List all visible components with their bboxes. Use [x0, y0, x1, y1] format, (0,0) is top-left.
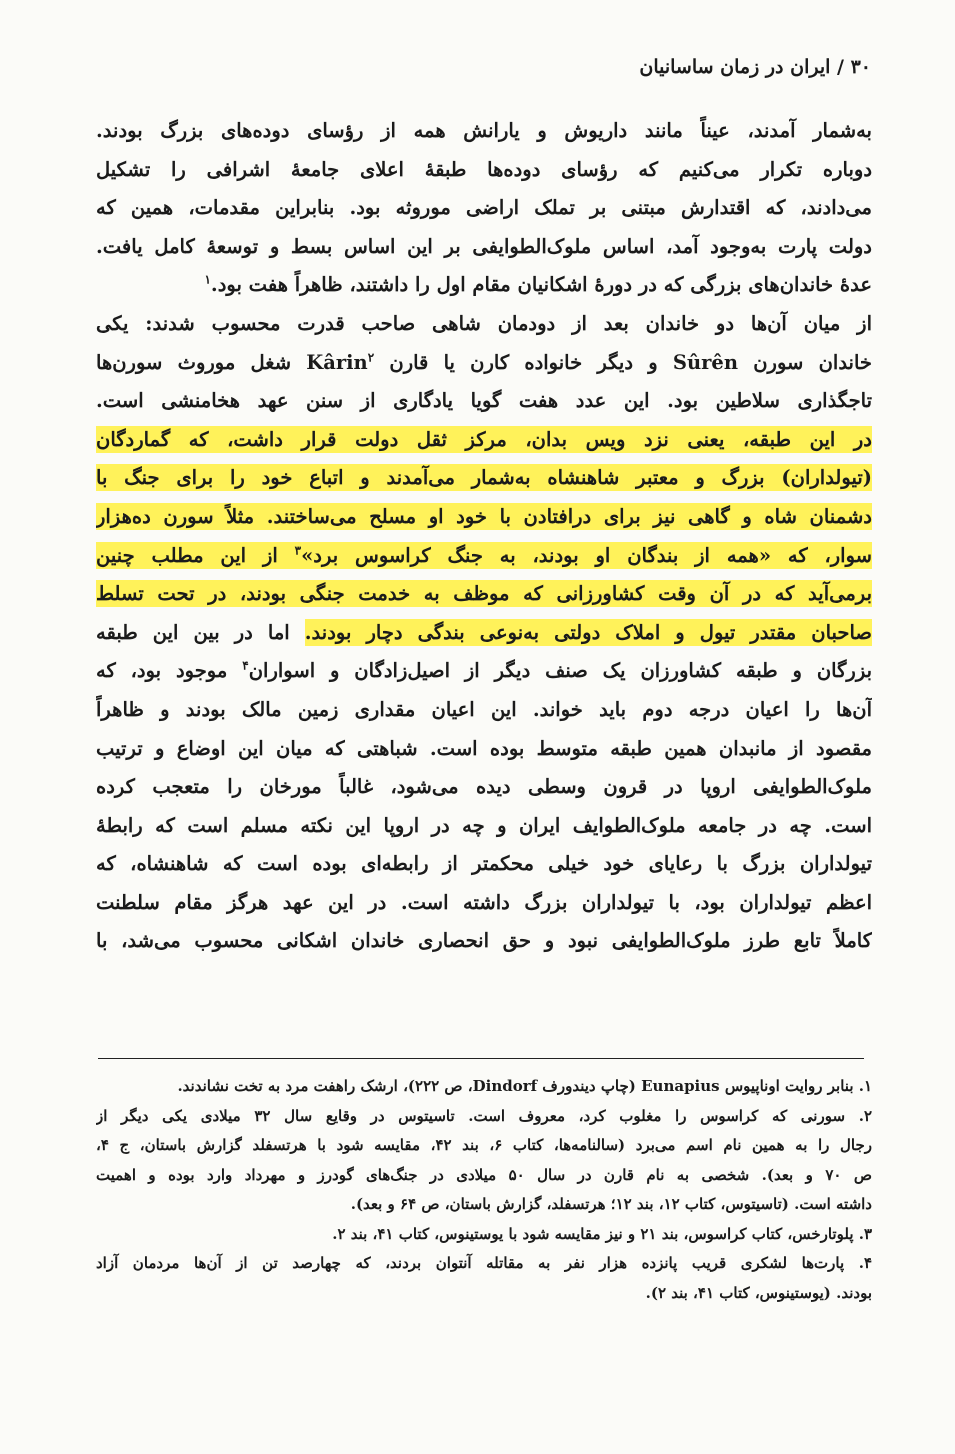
- footnote-line: ۱. بنابر روایت اوناپیوس Eunapius (چاپ دیندورف Dindorf، ص ۲۲۲)، ارشک راهفت مرد به تخت نشاندند.: [177, 1077, 872, 1095]
- highlight: دشمنان شاه و گاهی نیز برای درافتادن با خود او مسلح می‌ساختند. مثلاً سورن ده‌هزار: [96, 504, 872, 528]
- footnote-line: ۴. پارت‌ها لشکری قریب پانزده هزار نفر به مقاتله آنتوان بردند، که چهارصد تن از آن‌ها مردمان آزاد: [96, 1254, 872, 1272]
- body-line: ملوک‌الطوایفی اروپا در قرون وسطی دیده می‌شود، غالباً مورخان را متعجب کرده: [96, 775, 872, 799]
- running-head: ۳۰ / ایران در زمان ساسانیان: [639, 56, 871, 78]
- highlight: برمی‌آید که در آن وقت کشاورزانی که موظف به خدمت جنگی بودند، در تحت تسلط: [96, 582, 872, 606]
- body-line-text: خاندان سورن Sûrên و دیگر خانواده کارن یا قارن Kârin: [306, 350, 872, 374]
- highlighted-line: [96, 575, 872, 614]
- body-line: [96, 652, 872, 691]
- footnote-divider: [98, 1058, 864, 1059]
- highlighted-line: [96, 614, 872, 653]
- footnote-marker-1: ۱: [204, 272, 211, 287]
- body-line: [96, 266, 872, 305]
- body-line-text: از این مطلب چنین: [96, 543, 278, 567]
- body-line-text: موجود بود، که: [96, 659, 228, 683]
- highlight: صاحبان مقتدر تیول و املاک دولتی به‌نوعی بندگی دچار بودند.: [304, 620, 872, 644]
- footnote-line: رجال را به همین نام اسم می‌برد (سالنامه‌ها، کتاب ۶، بند ۴۲، مقایسه شود با هرتسفلد گزارش باستان، ج ۴،: [96, 1136, 872, 1154]
- highlighted-line: [96, 498, 872, 537]
- highlighted-line: [96, 459, 872, 498]
- body-line: [96, 344, 872, 383]
- footnote-marker-4: ۴: [242, 658, 249, 673]
- footnote-marker-3: ۳: [294, 543, 302, 558]
- body-line: کاملاً تابع طرز ملوک‌الطوایفی نبود و حق انحصاری خاندان اشکانی محسوب می‌شد، با: [96, 929, 872, 953]
- body-line-text: شغل موروث سورن‌ها: [96, 350, 292, 374]
- body-line-text: سوار، که «همه از بندگان او بودند، به جنگ کراسوس برد»: [301, 543, 872, 567]
- highlighted-line: [96, 537, 872, 576]
- footnote-line: ص ۷۰ و بعد). شخصی به نام قارن در سال ۵۰ میلادی در جنگ‌های گودرز و مهرداد وارد بوده و اهمیت: [96, 1165, 872, 1184]
- highlight: (تیولداران) بزرگ و معتبر شاهنشاه به‌شمار می‌آمدند و اتباع خود را برای جنگ با: [96, 466, 872, 490]
- body-line: از میان آن‌ها دو خاندان بعد از دودمان شاهی صاحب قدرت محسوب شدند: یکی: [96, 311, 872, 335]
- footnote-line: داشته است. (تاسیتوس، کتاب ۱۲، بند ۱۲؛ هرتسفلد، گزارش باستان، ص ۶۴ و بعد).: [350, 1195, 872, 1213]
- footnote-line: ۳. پلوتارخس، کتاب کراسوس، بند ۲۱ و نیز مقایسه شود با یوستینوس، کتاب ۴۱، بند ۲.: [332, 1224, 872, 1243]
- body-text: [96, 112, 872, 961]
- body-line: آن‌ها را اعیان درجه دوم باید خواند. این اعیان مقداری زمین مالک بودند و ظاهراً: [96, 697, 872, 721]
- body-line: به‌شمار آمدند، عیناً مانند داریوش و یارانش همه از رؤسای دوده‌های بزرگ بودند.: [96, 119, 872, 142]
- footnote-line: بودند. (یوستینوس، کتاب ۴۱، بند ۲).: [645, 1283, 872, 1302]
- body-line: می‌دادند، که اقتدارش مبتنی بر تملک اراضی موروثه بود. بنابراین مقدمات، همین که: [96, 196, 872, 220]
- body-line: دولت پارت به‌وجود آمد، اساس ملوک‌الطوایفی بر این اساس بسط و توسعهٔ کامل یافت.: [96, 234, 872, 258]
- body-line-text: اما در بین این طبقه: [96, 620, 290, 644]
- highlighted-line: [96, 421, 872, 460]
- highlight: در این طبقه، یعنی نزد ویس بدان، مرکز ثقل دولت قرار داشت، که گماردگان: [96, 427, 872, 451]
- body-line-text: عدهٔ خاندان‌های بزرگی که در دورهٔ اشکانیان مقام اول را داشتند، ظاهراً هفت بود.: [210, 273, 872, 297]
- highlight: [96, 542, 872, 569]
- footnote-line: ۲. سورنی که کراسوس را مغلوب کرد، معروف است. تاسیتوس در وقایع سال ۳۲ میلادی یکی دیگر از: [96, 1106, 872, 1125]
- body-line: اعظم تیولداران بود، با تیولداران بزرگ داشته است. در این عهد هرگز مقام سلطنت: [96, 890, 872, 914]
- footnote-marker-2: ۲: [367, 350, 375, 365]
- footnotes: [96, 1072, 872, 1308]
- body-line: است. چه در جامعه ملوک‌الطوایف ایران و چه در اروپا این نکته مسلم است که رابطهٔ: [96, 813, 872, 837]
- body-line: تیولداران بزرگ با رعایای خود خیلی محکمتر از رابطه‌ای بوده است که شاهنشاه، که: [96, 852, 872, 876]
- body-line: مقصود از مانبدان همین طبقه متوسط بوده است. شباهتی که میان این اوضاع و ترتیب: [96, 736, 872, 760]
- body-line-text: بزرگان و طبقه کشاورزان یک صنف دیگر از اصیل‌زادگان و اسواران: [248, 659, 872, 683]
- body-line: تاجگذاری سلاطین بود. این عدد هفت گویا یادگاری از سنن عهد هخامنشی است.: [96, 389, 872, 413]
- body-line: دوباره تکرار می‌کنیم که رؤسای دوده‌ها طبقهٔ اعلای جامعهٔ اشرافی را تشکیل: [96, 157, 872, 181]
